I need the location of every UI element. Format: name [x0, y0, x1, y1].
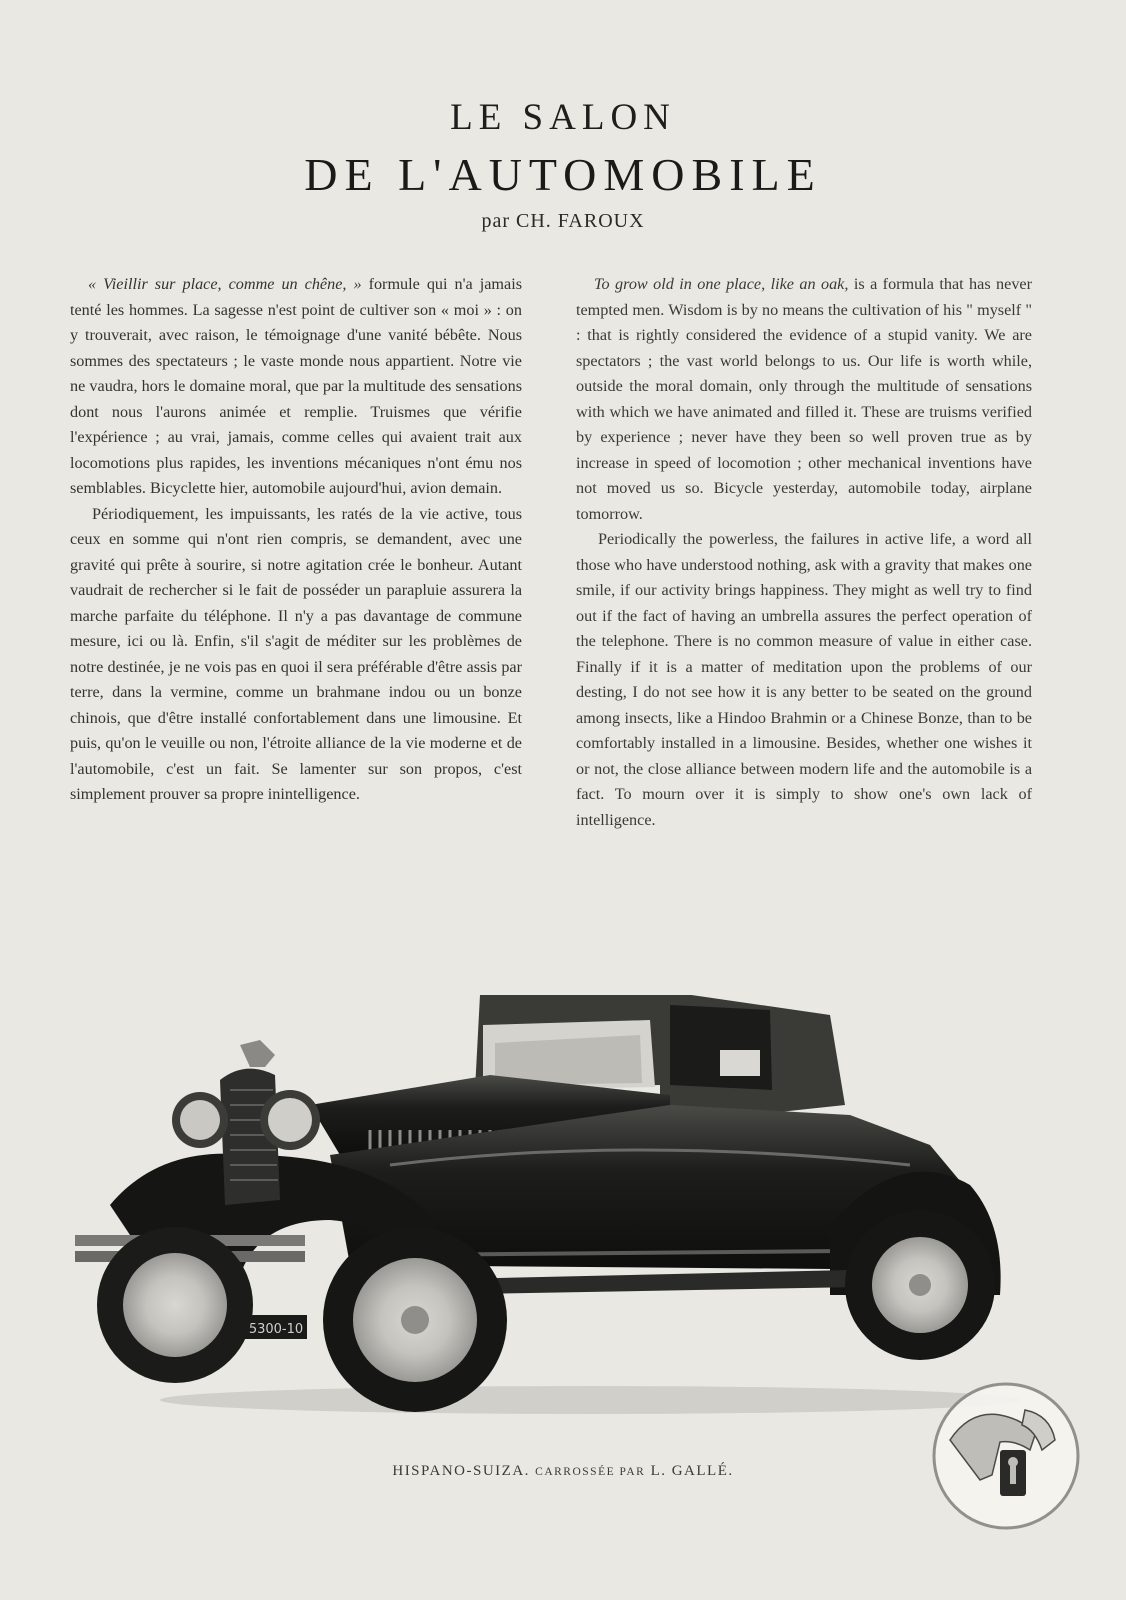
car-photo — [70, 995, 1030, 1435]
caption-middle: CARROSSÉE PAR — [535, 1466, 646, 1478]
french-paragraph-2: Périodiquement, les impuissants, les ratés de la vie active, tous ceux en somme qui n'ont rien compris, se demandent, avec une gravité qui prête à sourire, si notre agitation crée le bonheur. Autant vaudrait de rechercher si le fait de posséder un parapluie assurera la marche parfaite du téléphone. Il n'y a pas davantage de commune mesure, ici ou là. Enfin, s'il s'agit de méditer sur les problèmes de notre destinée, je ne vois pas en quoi il sera préférable d'être assis par terre, dans la vermine, comme un brahmane indou ou un bonze chinois, que d'être installé confortablement dans une limousine. Et puis, qu'on le veuille ou non, l'étroite alliance de la vie moderne et de l'automobile, c'est un fait. Se lamenter sur son propos, c'est simplement prouver sa propre inintelligence. — [70, 504, 522, 803]
english-column — [576, 272, 1032, 833]
french-paragraph-1 — [70, 272, 522, 502]
licence-plate: 5300-10 — [248, 1322, 304, 1337]
french-column — [70, 272, 522, 808]
library-stamp-icon — [930, 1380, 1082, 1532]
english-quote: To grow old in one place, like an oak, — [594, 275, 849, 293]
title-line-2: DE L'AUTOMOBILE — [304, 149, 822, 200]
english-p1-text: is a formula that has never tempted men. Wisdom is by no means the cultivation of his " myself " : that is rightly considered the evidence of a stupid vanity. We are spectators ; the vast world belongs to us. Our life is worth while, outside the moral domain, only through the multitude of sensations with which we have animated and filled it. These are truisms verified by experience ; never have they been so well proven true as by increase in speed of locomotion ; other mechanical inventions have not moved us so. Bicycle yesterday, automobile today, airplane tomorrow. — [576, 275, 1032, 523]
byline: par CH. FAROUX — [481, 210, 645, 232]
title-line-1: LE SALON — [450, 97, 676, 138]
french-p1-text: formule qui n'a jamais tenté les hommes. La sagesse n'est point de cultiver son « moi » : on y trouverait, avec raison, le témoignage d'une vanité bébête. Nous sommes des spectateurs ; le vaste monde nous appartient. Notre vie ne vaudra, hors le domaine moral, que par la multitude des sensations dont nous l'aurons animée et remplie. Truismes que vérifie l'expérience ; au vrai, jamais, comme celles qui avaient trait aux locomotions plus rapides, les inventions mécaniques n'ont ému nos semblables. Bicyclette hier, automobile aujourd'hui, avion demain. — [70, 275, 522, 497]
caption-make: HISPANO-SUIZA. — [392, 1463, 530, 1479]
caption-builder: L. GALLÉ. — [650, 1463, 734, 1479]
french-quote: « Vieillir sur place, comme un chêne, » — [88, 275, 362, 293]
english-paragraph-1 — [576, 272, 1032, 527]
english-paragraph-2: Periodically the powerless, the failures in active life, a word all those who have understood nothing, ask with a gravity that makes one smile, if our activity brings happiness. They might as well try to find out if the fact of having an umbrella assures the perfect operation of the telephone. There is no common measure of value in either case. Finally if it is a matter of meditation upon the problems of our desting, I do not see how it is any better to be seated on the ground among insects, like a Hindoo Brahmin or a Chinese Bonze, than to be comfortably installed in a limousine. Besides, whether one wishes it or not, the close alliance between modern life and the automobile is a fact. To mourn over it is simply to show one's own lack of intelligence. — [576, 530, 1032, 829]
